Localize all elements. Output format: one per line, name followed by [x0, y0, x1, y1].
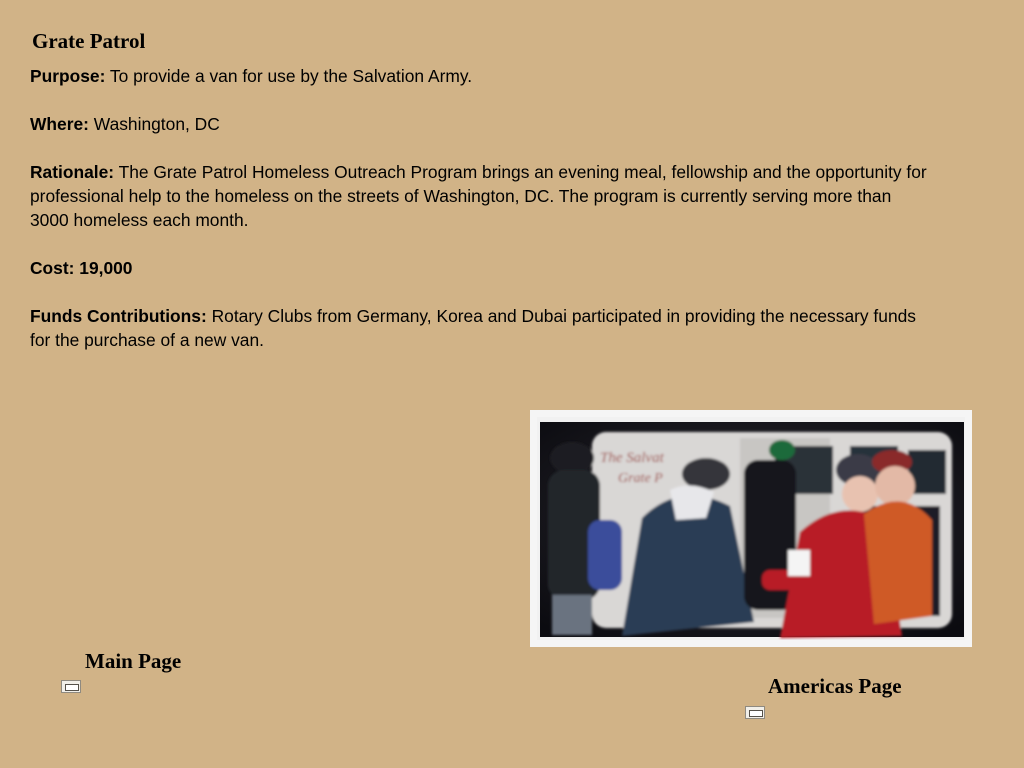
- americas-page-button-icon[interactable]: [745, 706, 765, 719]
- rationale-label: Rationale:: [30, 162, 115, 182]
- van-lettering-line2: Grate P: [618, 471, 663, 486]
- page-title: Grate Patrol: [32, 29, 146, 53]
- project-details: [30, 64, 930, 376]
- link-button-icon: [749, 710, 763, 717]
- cost-line: [30, 256, 930, 280]
- main-page-link[interactable]: Main Page: [85, 649, 182, 673]
- purpose-label: Purpose:: [30, 66, 106, 86]
- salvation-army-van-photo: [530, 410, 972, 647]
- rationale-text: The Grate Patrol Homeless Outreach Program brings an evening meal, fellowship and the opportunity for professional help to the homeless on the streets of Washington, DC. The program is currently serving more than 3000 homeless each month.: [30, 162, 927, 230]
- funds-text: Rotary Clubs from Germany, Korea and Dubai participated in providing the necessary funds for the purchase of a new van.: [30, 306, 916, 350]
- purpose-text: To provide a van for use by the Salvation Army.: [109, 66, 473, 86]
- purpose-line: [30, 64, 930, 88]
- main-page-button-icon[interactable]: [61, 680, 81, 693]
- link-button-icon: [65, 684, 79, 691]
- cost-label: Cost: 19,000: [30, 258, 133, 278]
- where-text: Washington, DC: [93, 114, 220, 134]
- where-label: Where:: [30, 114, 89, 134]
- photo-illustration: [530, 410, 972, 647]
- rationale-line: [30, 160, 930, 232]
- where-line: [30, 112, 930, 136]
- funds-label: Funds Contributions:: [30, 306, 207, 326]
- funds-line: [30, 304, 930, 352]
- americas-page-link[interactable]: Americas Page: [768, 674, 902, 698]
- van-lettering-line1: The Salvat: [600, 450, 664, 466]
